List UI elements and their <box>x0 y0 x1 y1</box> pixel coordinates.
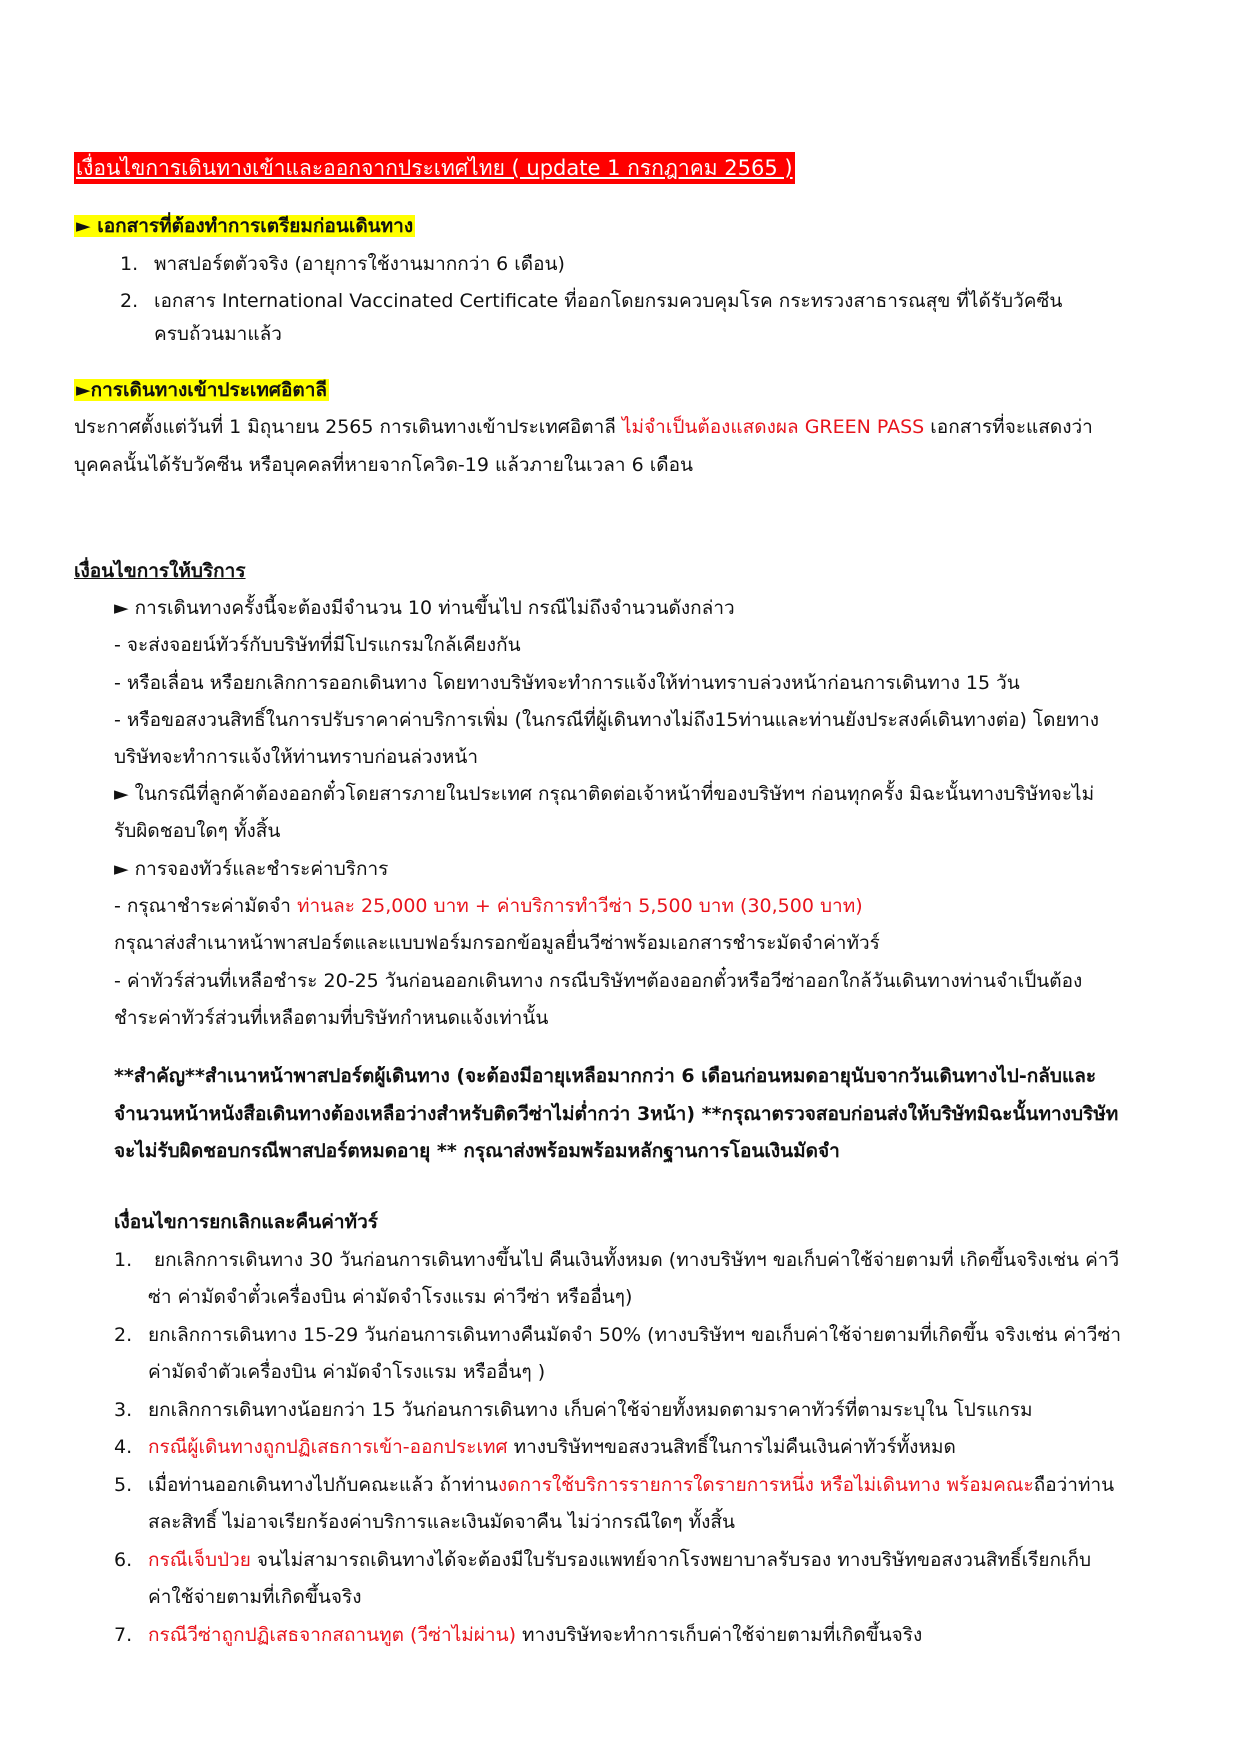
important-line-1: **สำคัญ**สำเนาหน้าพาสปอร์ตผู้เดินทาง (จะต้องมีอายุเหลือมากกว่า 6 เดือนก่อนหมดอายุนับจากวันเดินทางไป-กลับและ <box>114 1065 1097 1087</box>
cancel-item-4: 4. กรณีผู้เดินทางถูกปฏิเสธการเข้า-ออกประเทศ ทางบริษัทฯขอสงวนสิทธิ์ในการไม่คืนเงินค่าทัวร์ทั้งหมด <box>114 1436 956 1458</box>
cancel-item-1-cont: ซ่า ค่ามัดจำตั๋วเครื่องบิน ค่ามัดจำโรงแรม ค่าวีซ่า หรืออื่นๆ) <box>148 1286 633 1308</box>
service-line-4: - หรือขอสงวนสิทธิ์ในการปรับราคาค่าบริการเพิ่ม (ในกรณีที่ผู้เดินทางไม่ถึง15ท่านและท่านยังประสงค์เดินทางต่อ) โดยทาง <box>114 709 1100 731</box>
service-line-12: ชำระค่าทัวร์ส่วนที่เหลือตามที่บริษัทกำหนดแจ้งเท่านั้น <box>114 1007 549 1029</box>
service-line-11: - ค่าทัวร์ส่วนที่เหลือชำระ 20-25 วันก่อนออกเดินทาง กรณีบริษัทฯต้องออกตั๋วหรือวีซ่าออกใกล้วันเดินทางท่านจำเป็นต้อง <box>114 970 1083 992</box>
docs-item-1: 1. พาสปอร์ตตัวจริง (อายุการใช้งานมากกว่า 6 เดือน) <box>120 253 565 275</box>
service-line-8: ► การจองทัวร์และชำระค่าบริการ <box>114 858 389 880</box>
cancel-item-2: 2. ยกเลิกการเดินทาง 15-29 วันก่อนการเดินทางคืนมัดจำ 50% (ทางบริษัทฯ ขอเก็บค่าใช้จ่ายตามที่เกิดขึ้น จริงเช่น ค่าวีซ่า <box>114 1324 1122 1346</box>
italy-line-1: ประกาศตั้งแต่วันที่ 1 มิถุนายน 2565 การเดินทางเข้าประเทศอิตาลี ไม่จำเป็นต้องแสดงผล GREEN PASS เอกสารที่จะแสดงว่า <box>74 416 1093 438</box>
service-line-7: รับผิดชอบใดๆ ทั้งสิ้น <box>114 820 281 842</box>
cancel-heading: เงื่อนไขการยกเลิกและคืนค่าทัวร์ <box>114 1211 378 1233</box>
service-line-5: บริษัทจะทำการแจ้งให้ท่านทราบก่อนล่วงหน้า <box>114 746 478 768</box>
service-line-6: ► ในกรณีที่ลูกค้าต้องออกตั๋วโดยสารภายในประเทศ กรุณาติดต่อเจ้าหน้าที่ของบริษัทฯ ก่อนทุกครั้ง มิฉะนั้นทางบริษัทจะไม่ <box>114 783 1095 805</box>
page-title: เงื่อนไขการเดินทางเข้าและออกจากประเทศไทย ( update 1 กรกฎาคม 2565 ) <box>74 152 795 184</box>
italy-line-2: บุคคลนั้นได้รับวัคซีน หรือบุคคลที่หายจากโควิด-19 แล้วภายในเวลา 6 เดือน <box>74 454 694 476</box>
cancel-item-7: 7. กรณีวีซ่าถูกปฏิเสธจากสถานทูต (วีซ่าไม่ผ่าน) ทางบริษัทจะทำการเก็บค่าใช้จ่ายตามที่เกิดขึ้นจริง <box>114 1624 923 1646</box>
service-line-10: กรุณาส่งสำเนาหน้าพาสปอร์ตและแบบฟอร์มกรอกข้อมูลยื่นวีซ่าพร้อมเอกสารชำระมัดจำค่าทัวร์ <box>114 932 880 954</box>
service-line-1: ► การเดินทางครั้งนี้จะต้องมีจำนวน 10 ท่านขึ้นไป กรณีไม่ถึงจำนวนดังกล่าว <box>114 597 735 619</box>
important-line-3: จะไม่รับผิดชอบกรณีพาสปอร์ตหมดอายุ ** กรุณาส่งพร้อมพร้อมหลักฐานการโอนเงินมัดจำ <box>114 1140 840 1162</box>
cancel-item-6: 6. กรณีเจ็บป่วย จนไม่สามารถเดินทางได้จะต้องมีใบรับรองแพทย์จากโรงพยาบาลรับรอง ทางบริษัทขอสงวนสิทธิ์เรียกเก็บ <box>114 1549 1092 1571</box>
cancel-item-5-cont: สละสิทธิ์ ไม่อาจเรียกร้องค่าบริการและเงินมัดจาคืน ไม่ว่ากรณีใดๆ ทั้งสิ้น <box>148 1511 736 1533</box>
service-line-9: - กรุณาชำระค่ามัดจำ ท่านละ 25,000 บาท + ค่าบริการทำวีซ่า 5,500 บาท (30,500 บาท) <box>114 895 863 917</box>
service-line-3: - หรือเลื่อน หรือยกเลิกการออกเดินทาง โดยทางบริษัทจะทำการแจ้งให้ท่านทราบล่วงหน้าก่อนการเดินทาง 15 วัน <box>114 672 1020 694</box>
docs-item-2: 2. เอกสาร International Vaccinated Certificate ที่ออกโดยกรมควบคุมโรค กระทรวงสาธารณสุข ที่ได้รับวัคซีน <box>120 290 1063 312</box>
important-line-2: จำนวนหน้าหนังสือเดินทางต้องเหลือว่างสำหรับติดวีซ่าไม่ต่ำกว่า 3หน้า) **กรุณาตรวจสอบก่อนส่งให้บริษัทมิฉะนั้นทางบริษัท <box>114 1103 1119 1125</box>
service-heading: เงื่อนไขการให้บริการ <box>74 560 246 582</box>
cancel-item-5: 5. เมื่อท่านออกเดินทางไปกับคณะแล้ว ถ้าท่านงดการใช้บริการรายการใดรายการหนึ่ง หรือไม่เดินทาง พร้อมคณะถือว่าท่าน <box>114 1474 1115 1496</box>
service-line-2: - จะส่งจอยน์ทัวร์กับบริษัทที่มีโปรแกรมใกล้เคียงกัน <box>114 634 521 656</box>
docs-item-2-cont: ครบถ้วนมาแล้ว <box>154 323 282 345</box>
cancel-item-2-cont: ค่ามัดจำตัวเครื่องบิน ค่ามัดจำโรงแรม หรืออื่นๆ ) <box>148 1361 546 1383</box>
cancel-item-1: 1. ยกเลิกการเดินทาง 30 วันก่อนการเดินทางขึ้นไป คืนเงินทั้งหมด (ทางบริษัทฯ ขอเก็บค่าใช้จ่ายตามที่ เกิดขึ้นจริงเช่น ค่าวี <box>114 1249 1120 1271</box>
cancel-item-3: 3. ยกเลิกการเดินทางน้อยกว่า 15 วันก่อนการเดินทาง เก็บค่าใช้จ่ายทั้งหมดตามราคาทัวร์ที่ตามระบุใน โปรแกรม <box>114 1399 1033 1421</box>
docs-heading: ► เอกสารที่ต้องทำการเตรียมก่อนเดินทาง <box>76 215 414 237</box>
italy-heading: ►การเดินทางเข้าประเทศอิตาลี <box>76 379 328 401</box>
cancel-item-6-cont: ค่าใช้จ่ายตามที่เกิดขึ้นจริง <box>148 1586 362 1608</box>
